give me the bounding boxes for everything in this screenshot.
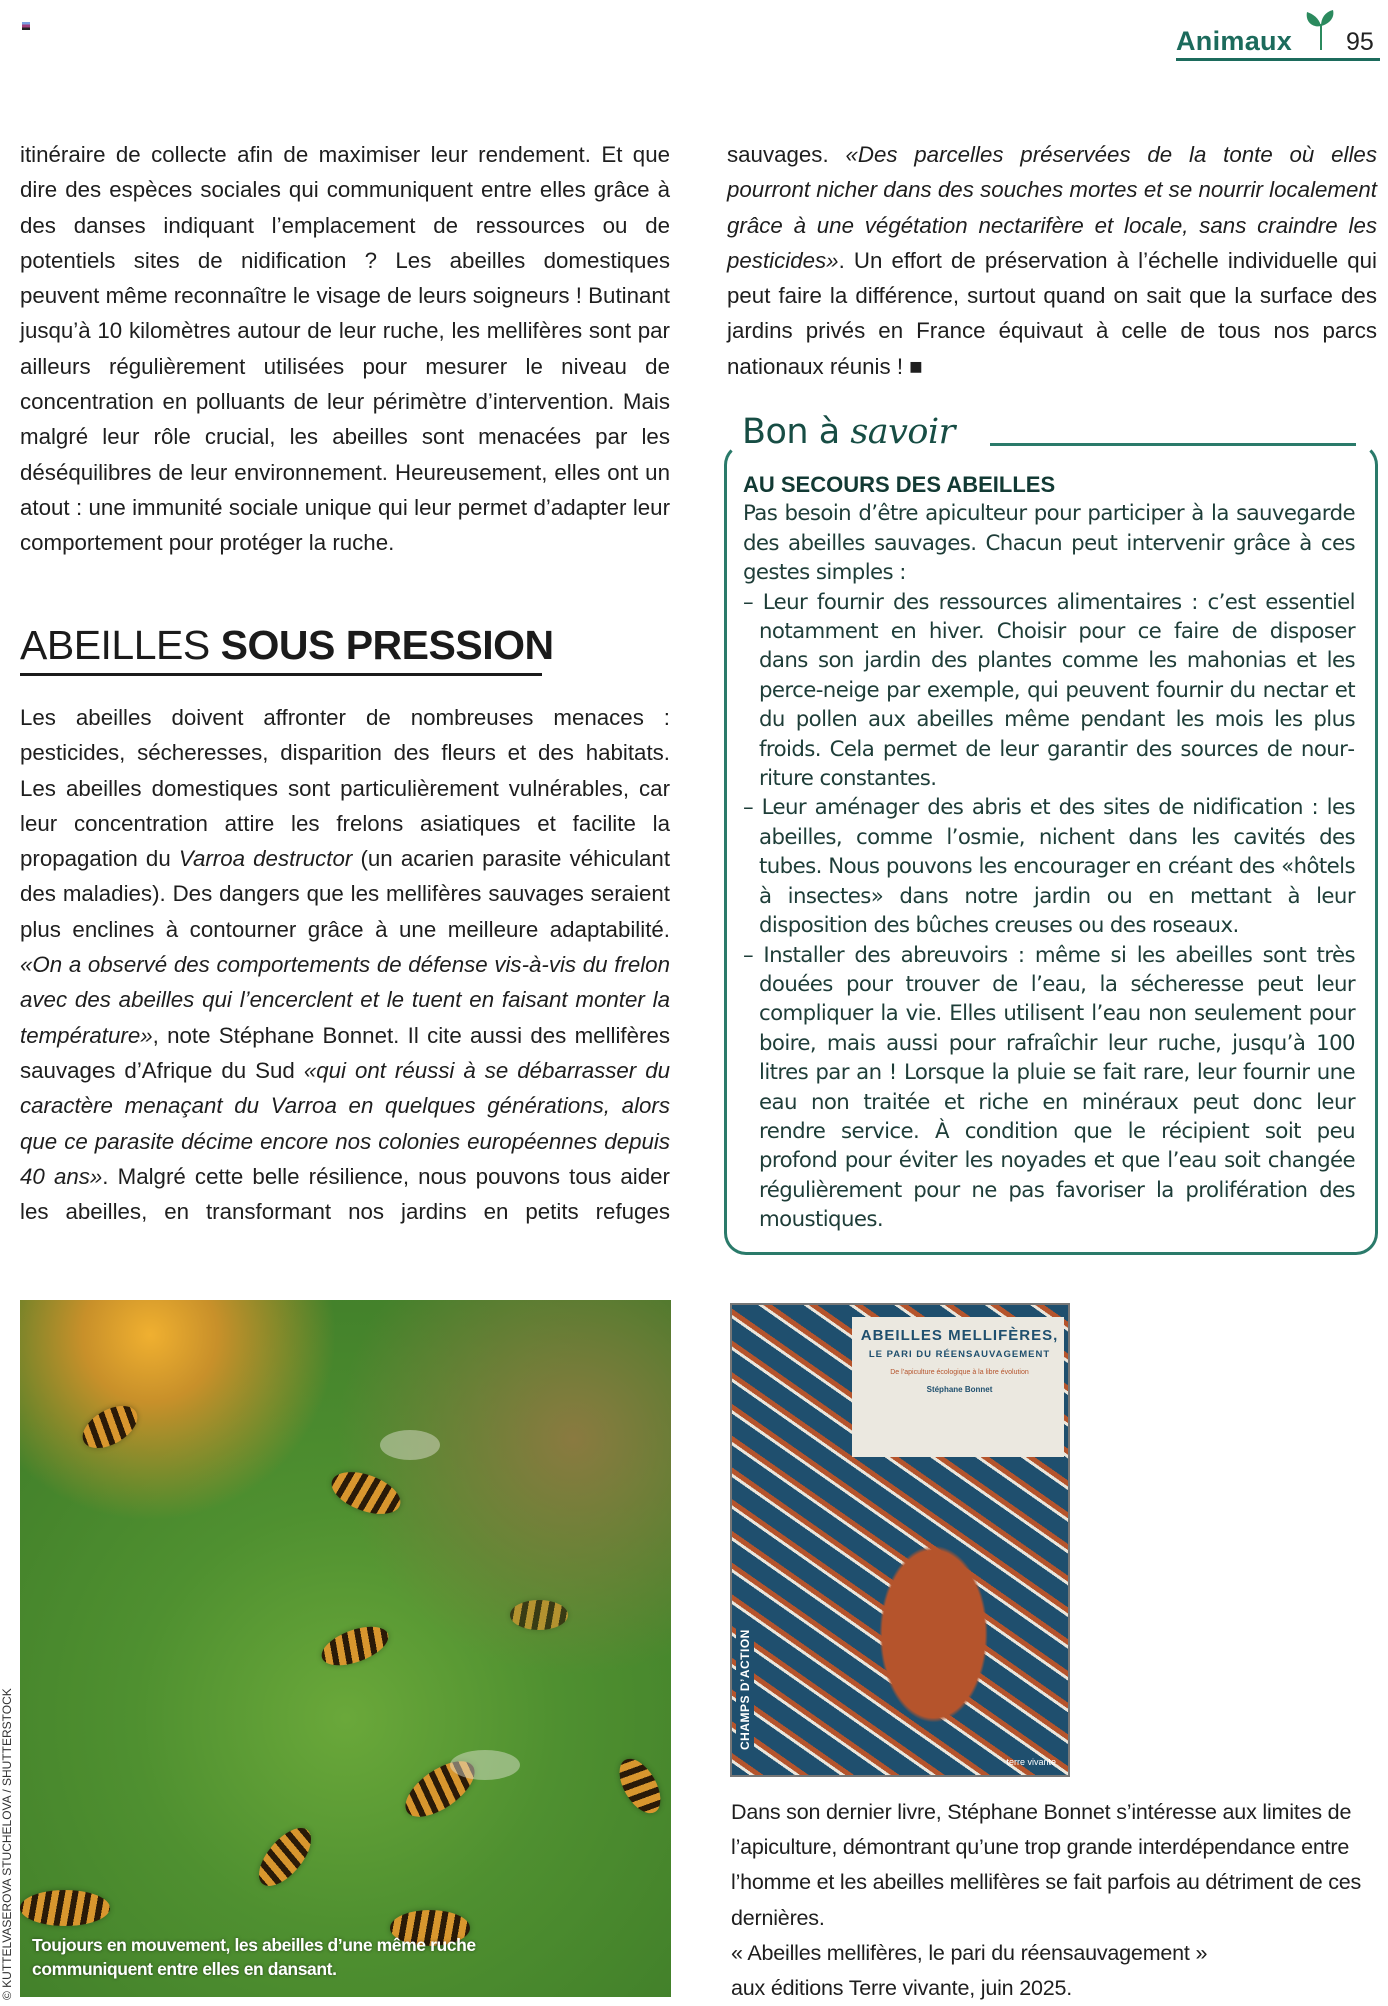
cover-subtitle: LE PARI DU RÉENSAUVAGEMENT [868, 1349, 1051, 1360]
caption-line: communiquent entre elles en dansant. [32, 1959, 337, 1979]
heading-bold: SOUS PRESSION [220, 622, 554, 668]
info-box-title [742, 412, 955, 452]
text: . Un effort de préservation à l’échelle individuelle qui peut faire la différence, surtout quand on sait que la surface des jardins privés en France équivaut à celle de tous nos parcs nationaux réunis ! ■ [727, 247, 1377, 379]
sprout-icon [1303, 10, 1339, 52]
species-name: Varroa destructor [178, 846, 353, 872]
bee [326, 1464, 406, 1522]
photo-caption [32, 1933, 476, 1981]
title-part: Bon à [742, 412, 851, 452]
quote: «qui ont réussi à se débarrasser du caractère menaçant du Varroa en quelques générations, alors que ce parasite décime encore nos colonies européennes depuis 40 ans» [20, 1057, 670, 1189]
list-item: – Leur aménager des abris et des sites de nidification : les abeilles, comme l’osmie, nichent dans les cavités des tubes. Nous pouvons les encourager en créant des «hôtels à insectes» dans notre jardin ou en mettant à leur disposition des bûches creuses ou des roseaux. [743, 795, 1355, 939]
info-box-body [743, 470, 1355, 1235]
body-paragraph-2 [20, 700, 670, 1229]
bee-wing [450, 1750, 520, 1780]
caption-line: Toujours en mouvement, les abeilles d’une même ruche [32, 1935, 476, 1955]
cover-tagline: De l’apiculture écologique à la libre évolution [890, 1369, 1029, 1376]
book-title: « Abeilles mellifères, le pari du réensauvagement » [731, 1940, 1208, 1965]
text: Les abeilles doivent affronter de nombreuses menaces : pesticides, sécheresses, disparition des fleurs et des habitats. Les abeilles domestiques sont particulièrement vulnérables, car leur concentration attire les frelons asiatiques et facilite la propagation du [20, 705, 670, 872]
bee [611, 1752, 669, 1820]
info-box-intro: Pas besoin d’être apiculteur pour participer à la sauvegarde des abeilles sauvages. Chacun peut intervenir grâce à ces gestes simples : [743, 501, 1355, 586]
bees-photo [20, 1300, 671, 1997]
bee [510, 1600, 568, 1630]
text: sauvages. [727, 142, 846, 167]
section-heading [20, 622, 554, 676]
info-box-heading: AU SECOURS DES ABEILLES [743, 472, 1056, 497]
text: (un acarien parasite véhiculant des maladies). Des dangers que les mellifères sauvages seraient plus enclines à contourner grâce à une meilleure adaptabilité. [20, 846, 671, 942]
text: , note Stéphane Bonnet. Il cite aussi des mellifères sauvages d’Afrique du Sud [20, 1022, 670, 1083]
quote: «Des parcelles préservées de la tonte où elles pourront nicher dans des souches mortes et se nourrir localement grâce à une végétation nectarifère et locale, sans craindre les pesticides» [727, 142, 1377, 273]
cover-publisher: terre vivante [1006, 1757, 1056, 1767]
page-number: 95 [1346, 28, 1374, 56]
cover-collection: CHAMPS D’ACTION [736, 1624, 754, 1755]
text: . Malgré cette belle résilience, nous pouvons tous aider les abeilles, en transformant nos jardins en petits refuges [20, 1163, 670, 1225]
tips-list [743, 588, 1355, 1235]
book-text: Dans son dernier livre, Stéphane Bonnet s’intéresse aux limites de l’apiculture, démontrant qu’une trop grande interdépendance entre l’homme et les abeilles mellifères se fait parfois au détriment de ces dernières. [731, 1800, 1362, 1930]
color-marker [22, 22, 30, 30]
body-paragraph-1: itinéraire de collecte afin de maximiser leur rendement. Et que dire des espèces sociales qui communiquent entre elles grâce à des danses indiquant l’emplacement de ressources ou de potentiels sites de nidification ? Les abeilles domestiques peuvent même reconnaître le visage de leurs soigneurs ! Butinant jusqu’à 10 kilomètres autour de leur ruche, les mellifères sont par ailleurs régulièrement utilisées pour mesurer le niveau de concentration en polluants de leur périmètre d’intervention. Mais malgré leur rôle crucial, les abeilles sont menacées par les déséquilibres de leur environnement. Heureusement, elles ont un atout : une immunité sociale unique qui leur permet d’adapter leur comportement pour protéger la ruche. [20, 142, 670, 556]
cover-title: ABEILLES MELLIFÈRES, [860, 1327, 1059, 1344]
bee-wing [380, 1430, 440, 1460]
list-item: – Installer des abreuvoirs : même si les abeilles sont très douées pour trouver de l’eau, la sécheresse peut leur compliquer la vie. Elles utilisent l’eau non seulement pour boire, mais aussi pour rafraîchir leur ruche, jusqu’à 100 litres par an ! Lorsque la pluie se fait rare, leur fournir une eau non traitée et riche en minéraux peut donc leur rendre service. À condition que le récipient soit peu profond pour éviter les noyades et que l’eau soit changée régulièrement pour ne pas favoriser la prolifération des moustiques. [743, 942, 1355, 1233]
title-part: savoir [850, 412, 955, 452]
book-publisher-info: aux éditions Terre vivante, juin 2025. [731, 1976, 1072, 2001]
book-description [731, 1795, 1381, 2006]
bee [76, 1397, 145, 1456]
heading-light: ABEILLES [20, 622, 221, 668]
body-paragraph-3 [727, 137, 1377, 384]
bee [317, 1619, 394, 1673]
photo-credit: © KUTTELVASEROVA STUCHELOVA / SHUTTERSTOCK [0, 1688, 14, 2000]
list-item: – Leur fournir des ressources alimentaires : c’est essentiel notamment en hiver. Choisir pour ce faire de disposer dans son jardin des plantes comme les mahonias et les perce-neige par exemple, qui peuvent fournir du nectar et du pollen aux abeilles même pendant les mois les plus froids. Cela permet de leur garantir des sources de nourriture constantes. [743, 589, 1355, 792]
header-rule [1176, 58, 1380, 61]
cover-author: Stéphane Bonnet [926, 1385, 993, 1394]
info-box-border [990, 443, 1356, 446]
bee [249, 1819, 320, 1894]
section-title: Animaux [1176, 26, 1293, 56]
bee [20, 1890, 110, 1926]
book-cover [730, 1303, 1070, 1777]
quote: «On a observé des comportements de défense vis-à-vis du frelon avec des abeilles qui l’encerclent et le tuent en faisant monter la température» [20, 952, 670, 1048]
